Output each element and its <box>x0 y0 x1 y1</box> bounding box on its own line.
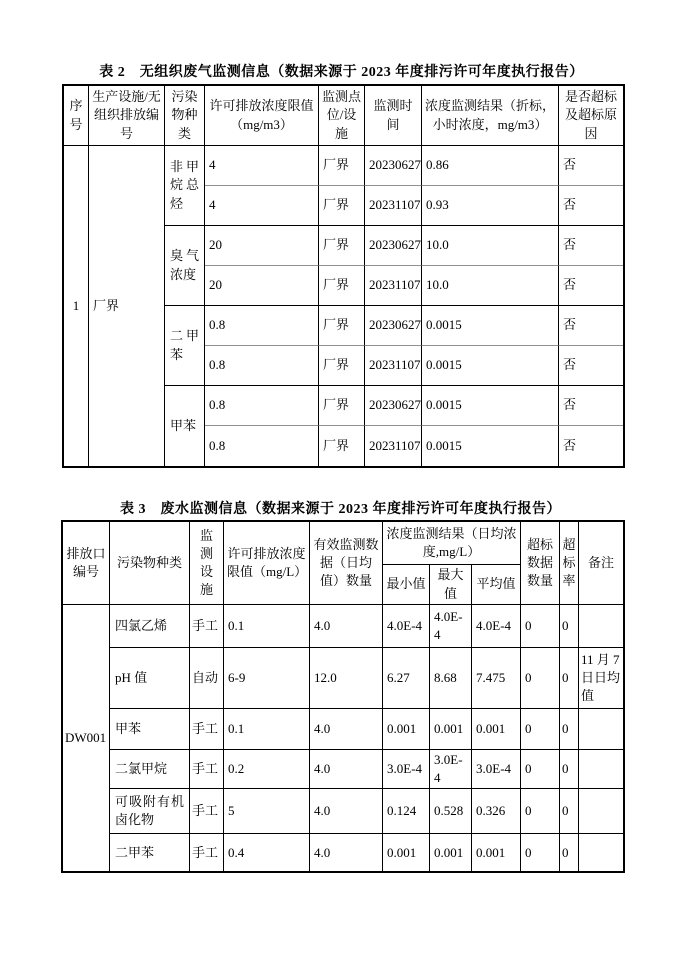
cell-date: 20231107 <box>365 346 422 386</box>
table-row <box>63 709 623 750</box>
cell-pollutant: 二甲苯 <box>110 834 190 871</box>
cell-exceed: 否 <box>559 146 623 186</box>
cell-exceed: 否 <box>563 437 577 453</box>
cell-note <box>579 709 623 750</box>
cell-count: 12.0 <box>310 648 383 709</box>
cell-site: 厂界 <box>319 146 365 186</box>
table-row <box>63 834 623 871</box>
cell-avg: 0.001 <box>472 834 521 871</box>
header-min: 最小值 <box>383 565 430 605</box>
cell-limit: 5 <box>224 789 310 834</box>
cell-count: 4.0 <box>310 834 383 871</box>
cell-pollutant: 非甲烷总烃 <box>165 146 205 226</box>
cell-exceed-count: 0 <box>521 648 560 709</box>
cell-note <box>579 605 623 648</box>
cell-count: 4.0 <box>310 605 383 648</box>
cell-avg: 0.001 <box>472 709 521 750</box>
table-row <box>64 146 623 186</box>
header-exceed: 是否超标及超标原因 <box>559 86 623 146</box>
cell-max: 8.68 <box>430 648 472 709</box>
cell-exceed-rate: 0 <box>560 605 579 648</box>
header-avg: 平均值 <box>472 565 521 605</box>
header-result: 浓度监测结果（折标，小时浓度，mg/m3） <box>422 86 559 146</box>
cell-limit: 0.1 <box>224 605 310 648</box>
cell-pollutant: 四氯乙烯 <box>110 605 190 648</box>
cell-min: 6.27 <box>383 648 430 709</box>
cell-exceed-rate: 0 <box>560 834 579 871</box>
cell-pollutant: 可吸附有机卤化物 <box>110 789 190 834</box>
cell-facility: 厂界 <box>89 146 165 466</box>
cell-limit: 20 <box>205 226 319 266</box>
cell-exceed-rate: 0 <box>560 648 579 709</box>
cell-limit: 0.2 <box>224 750 310 789</box>
cell-result: 0.0015 <box>422 386 559 426</box>
gas-monitoring-table <box>62 84 625 468</box>
cell-min: 0.001 <box>383 834 430 871</box>
cell-result: 0.0015 <box>422 426 559 466</box>
cell-max: 3.0E-4 <box>430 750 472 789</box>
cell-method: 手工 <box>190 709 224 750</box>
cell-exceed: 否 <box>559 266 623 306</box>
cell-result: 10.0 <box>422 226 559 266</box>
header-exceed-count: 超标数据数量 <box>521 522 560 605</box>
cell-avg: 0.326 <box>472 789 521 834</box>
cell-max: 0.001 <box>430 834 472 871</box>
header-serial: 序号 <box>64 86 89 146</box>
cell-count: 4.0 <box>310 750 383 789</box>
header-note: 备注 <box>579 522 623 605</box>
cell-note <box>579 834 623 871</box>
header-limit: 许可排放浓度限值（mg/m3） <box>205 86 319 146</box>
table3-header-row-1 <box>63 522 623 565</box>
cell-exceed: 否 <box>559 346 623 386</box>
cell-limit: 0.8 <box>205 426 319 466</box>
cell-method: 手工 <box>190 750 224 789</box>
table-row <box>63 605 623 648</box>
cell-exceed-rate: 0 <box>560 750 579 789</box>
cell-site: 厂界 <box>319 186 365 226</box>
cell-min: 3.0E-4 <box>383 750 430 789</box>
cell-pollutant: 甲苯 <box>165 386 205 466</box>
header-max: 最大值 <box>430 565 472 605</box>
cell-avg: 4.0E-4 <box>472 605 521 648</box>
cell-avg: 7.475 <box>472 648 521 709</box>
cell-exceed-count: 0 <box>521 789 560 834</box>
header-date: 监测时间 <box>365 86 422 146</box>
cell-exceed-rate: 0 <box>560 789 579 834</box>
cell-limit: 4 <box>205 186 319 226</box>
cell-count: 4.0 <box>310 709 383 750</box>
cell-pollutant: 臭气浓度 <box>165 226 205 306</box>
cell-max: 4.0E-4 <box>430 605 472 648</box>
cell-date: 20230627 <box>365 306 422 346</box>
cell-result: 0.86 <box>422 146 559 186</box>
cell-exceed-count: 0 <box>521 709 560 750</box>
cell-limit: 4 <box>205 146 319 186</box>
cell-max: 0.001 <box>430 709 472 750</box>
cell-result: 0.0015 <box>422 346 559 386</box>
header-limit: 许可排放浓度限值（mg/L） <box>224 522 310 605</box>
cell-min: 0.001 <box>383 709 430 750</box>
table-row <box>63 648 623 709</box>
cell-method: 手工 <box>190 789 224 834</box>
header-count: 有效监测数据（日均值）数量 <box>310 522 383 605</box>
cell-date: 20231107 <box>365 266 422 306</box>
cell-limit: 0.4 <box>224 834 310 871</box>
cell-limit: 0.8 <box>205 346 319 386</box>
header-site: 监测点位/设施 <box>319 86 365 146</box>
cell-exceed: 否 <box>559 306 623 346</box>
header-method: 监测设施 <box>190 522 224 605</box>
cell-min: 0.124 <box>383 789 430 834</box>
cell-site: 厂界 <box>319 226 365 266</box>
cell-pollutant: 二甲苯 <box>165 306 205 386</box>
cell-exceed-count: 0 <box>521 750 560 789</box>
header-exceed-rate: 超标率 <box>560 522 579 605</box>
cell-exceed-count: 0 <box>521 834 560 871</box>
cell-pollutant: 甲苯 <box>110 709 190 750</box>
cell-avg: 3.0E-4 <box>472 750 521 789</box>
cell-date: 20230627 <box>365 386 422 426</box>
cell-note <box>579 750 623 789</box>
header-outlet: 排放口编号 <box>63 522 110 605</box>
cell-site: 厂界 <box>319 386 365 426</box>
cell-site: 厂界 <box>319 426 365 466</box>
cell-exceed-count: 0 <box>521 605 560 648</box>
cell-date: 20231107 <box>365 426 422 466</box>
cell-max: 0.528 <box>430 789 472 834</box>
cell-limit: 0.8 <box>205 306 319 346</box>
cell-result: 10.0 <box>422 266 559 306</box>
cell-limit: 0.1 <box>224 709 310 750</box>
header-pollutant: 污染物种类 <box>165 86 205 146</box>
cell-result: 0.0015 <box>422 306 559 346</box>
cell-method: 自动 <box>190 648 224 709</box>
wastewater-monitoring-table <box>61 520 625 873</box>
cell-limit: 6-9 <box>224 648 310 709</box>
header-result-group: 浓度监测结果（日均浓度,mg/L） <box>383 522 521 565</box>
cell-pollutant: pH 值 <box>110 648 190 709</box>
cell-date: 20231107 <box>365 186 422 226</box>
cell-date: 20230627 <box>365 226 422 266</box>
cell-method: 手工 <box>190 605 224 648</box>
cell-limit: 20 <box>205 266 319 306</box>
cell-exceed: 否 <box>559 186 623 226</box>
cell-exceed: 否 <box>559 226 623 266</box>
cell-pollutant: 二氯甲烷 <box>110 750 190 789</box>
table3-title: 表 3 废水监测信息（数据来源于 2023 年度排污许可年度执行报告） <box>120 502 561 517</box>
header-pollutant: 污染物种类 <box>110 522 190 605</box>
cell-site: 厂界 <box>319 266 365 306</box>
cell-note <box>579 789 623 834</box>
cell-outlet: DW001 <box>63 605 110 871</box>
table-row <box>63 789 623 834</box>
cell-site: 厂界 <box>319 346 365 386</box>
table2-title: 表 2 无组织废气监测信息（数据来源于 2023 年度排污许可年度执行报告） <box>99 65 584 80</box>
cell-min: 4.0E-4 <box>383 605 430 648</box>
cell-exceed: 否 <box>559 386 623 426</box>
cell-result: 0.93 <box>422 186 559 226</box>
cell-note: 11 月 7 日日均值 <box>579 648 623 709</box>
header-facility: 生产设施/无组织排放编号 <box>89 86 165 146</box>
cell-serial: 1 <box>64 146 89 466</box>
cell-site: 厂界 <box>319 306 365 346</box>
cell-exceed-rate: 0 <box>560 709 579 750</box>
cell-count: 4.0 <box>310 789 383 834</box>
table2-header-row <box>64 86 623 146</box>
cell-limit: 0.8 <box>205 386 319 426</box>
cell-method: 手工 <box>190 834 224 871</box>
cell-date: 20230627 <box>365 146 422 186</box>
table-row <box>63 750 623 789</box>
